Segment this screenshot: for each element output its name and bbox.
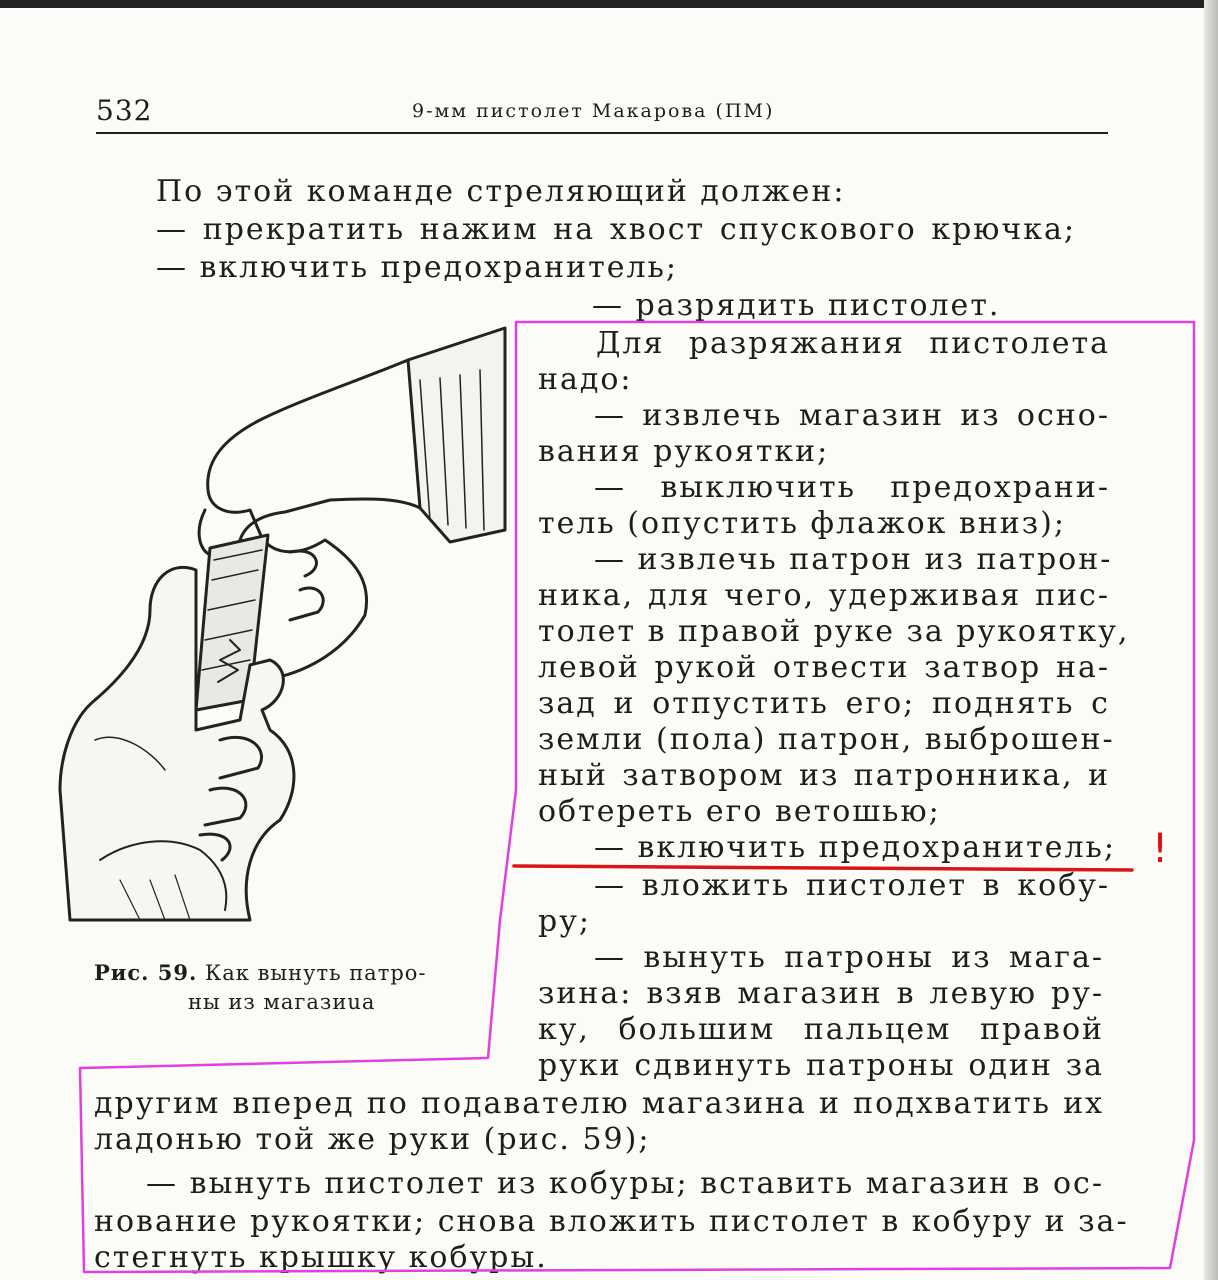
column-line: руки сдвинуть патроны один за bbox=[538, 1048, 1104, 1083]
full-line: ладонью той же руки (рис. 59); bbox=[94, 1122, 651, 1157]
full-line: — вынуть пистолет из кобуры; вставить магазин в ос- bbox=[146, 1166, 1104, 1201]
full-line: стегнуть крышку кобуры. bbox=[94, 1240, 548, 1275]
column-line: — извлечь магазин из осно- bbox=[594, 398, 1110, 433]
figure-caption-line-2: ны из магазиuа bbox=[188, 990, 376, 1014]
column-line: зад и отпустить его; поднять с bbox=[538, 686, 1110, 721]
column-line: ру; bbox=[538, 904, 591, 939]
body-top-line-4: — разрядить пистолет. bbox=[592, 288, 1001, 323]
body-top-line-2: — прекратить нажим на хвост спускового крючка; bbox=[156, 212, 1076, 247]
column-line: земли (пола) патрон, выброшен- bbox=[538, 722, 1115, 757]
body-top-line-1: По этой команде стреляющий должен: bbox=[156, 174, 846, 209]
column-line: ника, для чего, удерживая пис- bbox=[538, 578, 1110, 613]
exclamation-mark: ! bbox=[1152, 826, 1169, 872]
column-line: — вложить пистолет в кобу- bbox=[594, 868, 1110, 903]
column-line: Для разряжания пистолета bbox=[596, 326, 1110, 361]
column-line: ный затвором из патронника, и bbox=[538, 758, 1110, 793]
column-line: зина: взяв магазин в левую ру- bbox=[538, 976, 1104, 1011]
column-line: — вынуть патроны из мага- bbox=[594, 940, 1104, 975]
column-line: вания рукоятки; bbox=[538, 434, 830, 469]
column-line: обтереть его ветошью; bbox=[538, 794, 941, 829]
figure-caption-text-1: Как вынуть патро- bbox=[205, 961, 427, 985]
column-line: тель (опустить флажок вниз); bbox=[538, 506, 1066, 541]
figure-label: Рис. 59. bbox=[94, 960, 198, 985]
highlight-outline-box bbox=[80, 322, 1194, 1272]
column-line: — извлечь патрон из патрон- bbox=[594, 542, 1113, 577]
running-title: 9-мм пистолет Макарова (ПМ) bbox=[412, 100, 775, 122]
column-line-highlighted: — включить предохранитель; bbox=[594, 830, 1116, 865]
column-line: левой рукой отвести затвор на- bbox=[538, 650, 1110, 685]
column-line: ку, большим пальцем правой bbox=[538, 1012, 1104, 1047]
body-top-line-3: — включить предохранитель; bbox=[156, 250, 678, 285]
red-underline bbox=[514, 866, 1132, 870]
column-line: — выключить предохрани- bbox=[594, 470, 1110, 505]
column-line: надо: bbox=[538, 362, 633, 397]
full-line: другим вперед по подавателю магазина и подхватить их bbox=[94, 1086, 1104, 1121]
page-number: 532 bbox=[96, 94, 153, 127]
column-line: толет в правой руке за рукоятку, bbox=[538, 614, 1130, 649]
full-line: нование рукоятки; снова вложить пистолет в кобуру и за- bbox=[94, 1204, 1129, 1239]
